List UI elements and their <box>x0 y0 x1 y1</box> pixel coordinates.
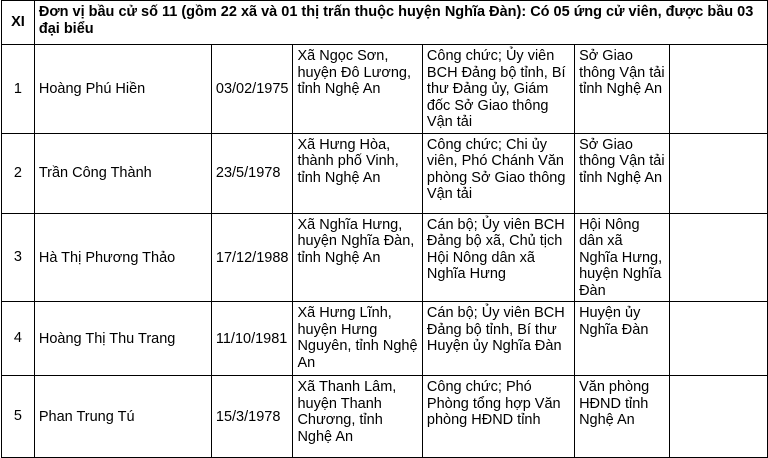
empty-cell <box>669 45 767 134</box>
workplace: Văn phòng HĐND tỉnh Nghệ An <box>575 376 670 458</box>
birth-date: 15/3/1978 <box>211 376 293 458</box>
position: Công chức; Chi ủy viên, Phó Chánh Văn phòng Sở Giao thông Vận tải <box>422 133 574 213</box>
row-number: 5 <box>2 376 35 458</box>
empty-cell <box>669 376 767 458</box>
table-row <box>2 45 768 134</box>
empty-cell <box>669 213 767 302</box>
birth-date: 11/10/1981 <box>211 302 293 376</box>
empty-cell <box>669 133 767 213</box>
hometown: Xã Hưng Lĩnh, huyện Hưng Nguyên, tỉnh Nghệ An <box>293 302 422 376</box>
row-number: 3 <box>2 213 35 302</box>
candidate-name: Hoàng Thị Thu Trang <box>34 302 211 376</box>
hometown: Xã Ngọc Sơn, huyện Đô Lương, tỉnh Nghệ An <box>293 45 422 134</box>
table-row <box>2 213 768 302</box>
row-number: 2 <box>2 133 35 213</box>
position: Cán bộ; Ủy viên BCH Đảng bộ xã, Chủ tịch Hội Nông dân xã Nghĩa Hưng <box>422 213 574 302</box>
section-header-row <box>2 1 768 45</box>
section-number: XI <box>2 1 35 45</box>
row-number: 1 <box>2 45 35 134</box>
table-row <box>2 302 768 376</box>
workplace: Hội Nông dân xã Nghĩa Hưng, huyện Nghĩa Đàn <box>575 213 670 302</box>
workplace: Sở Giao thông Vận tải tỉnh Nghệ An <box>575 45 670 134</box>
hometown: Xã Thanh Lâm, huyện Thanh Chương, tỉnh Nghệ An <box>293 376 422 458</box>
candidate-name: Trần Công Thành <box>34 133 211 213</box>
hometown: Xã Hưng Hòa, thành phố Vinh, tỉnh Nghệ An <box>293 133 422 213</box>
candidate-name: Hà Thị Phương Thảo <box>34 213 211 302</box>
empty-cell <box>669 302 767 376</box>
row-number: 4 <box>2 302 35 376</box>
candidate-name: Hoàng Phú Hiền <box>34 45 211 134</box>
position: Cán bộ; Ủy viên BCH Đảng bộ tỉnh, Bí thư Huyện ủy Nghĩa Đàn <box>422 302 574 376</box>
hometown: Xã Nghĩa Hưng, huyện Nghĩa Đàn, tỉnh Nghệ An <box>293 213 422 302</box>
candidate-table <box>1 0 768 458</box>
birth-date: 17/12/1988 <box>211 213 293 302</box>
table-row <box>2 376 768 458</box>
workplace: Huyện ủy Nghĩa Đàn <box>575 302 670 376</box>
birth-date: 23/5/1978 <box>211 133 293 213</box>
position: Công chức; Ủy viên BCH Đảng bộ tỉnh, Bí thư Đảng ủy, Giám đốc Sở Giao thông Vận tải <box>422 45 574 134</box>
candidate-name: Phan Trung Tú <box>34 376 211 458</box>
table-row <box>2 133 768 213</box>
section-title: Đơn vị bầu cử số 11 (gồm 22 xã và 01 thị trấn thuộc huyện Nghĩa Đàn): Có 05 ứng cử viên, được bầu 03 đại biểu <box>34 1 767 45</box>
birth-date: 03/02/1975 <box>211 45 293 134</box>
position: Công chức; Phó Phòng tổng hợp Văn phòng HĐND tỉnh <box>422 376 574 458</box>
workplace: Sở Giao thông Vận tải tỉnh Nghệ An <box>575 133 670 213</box>
